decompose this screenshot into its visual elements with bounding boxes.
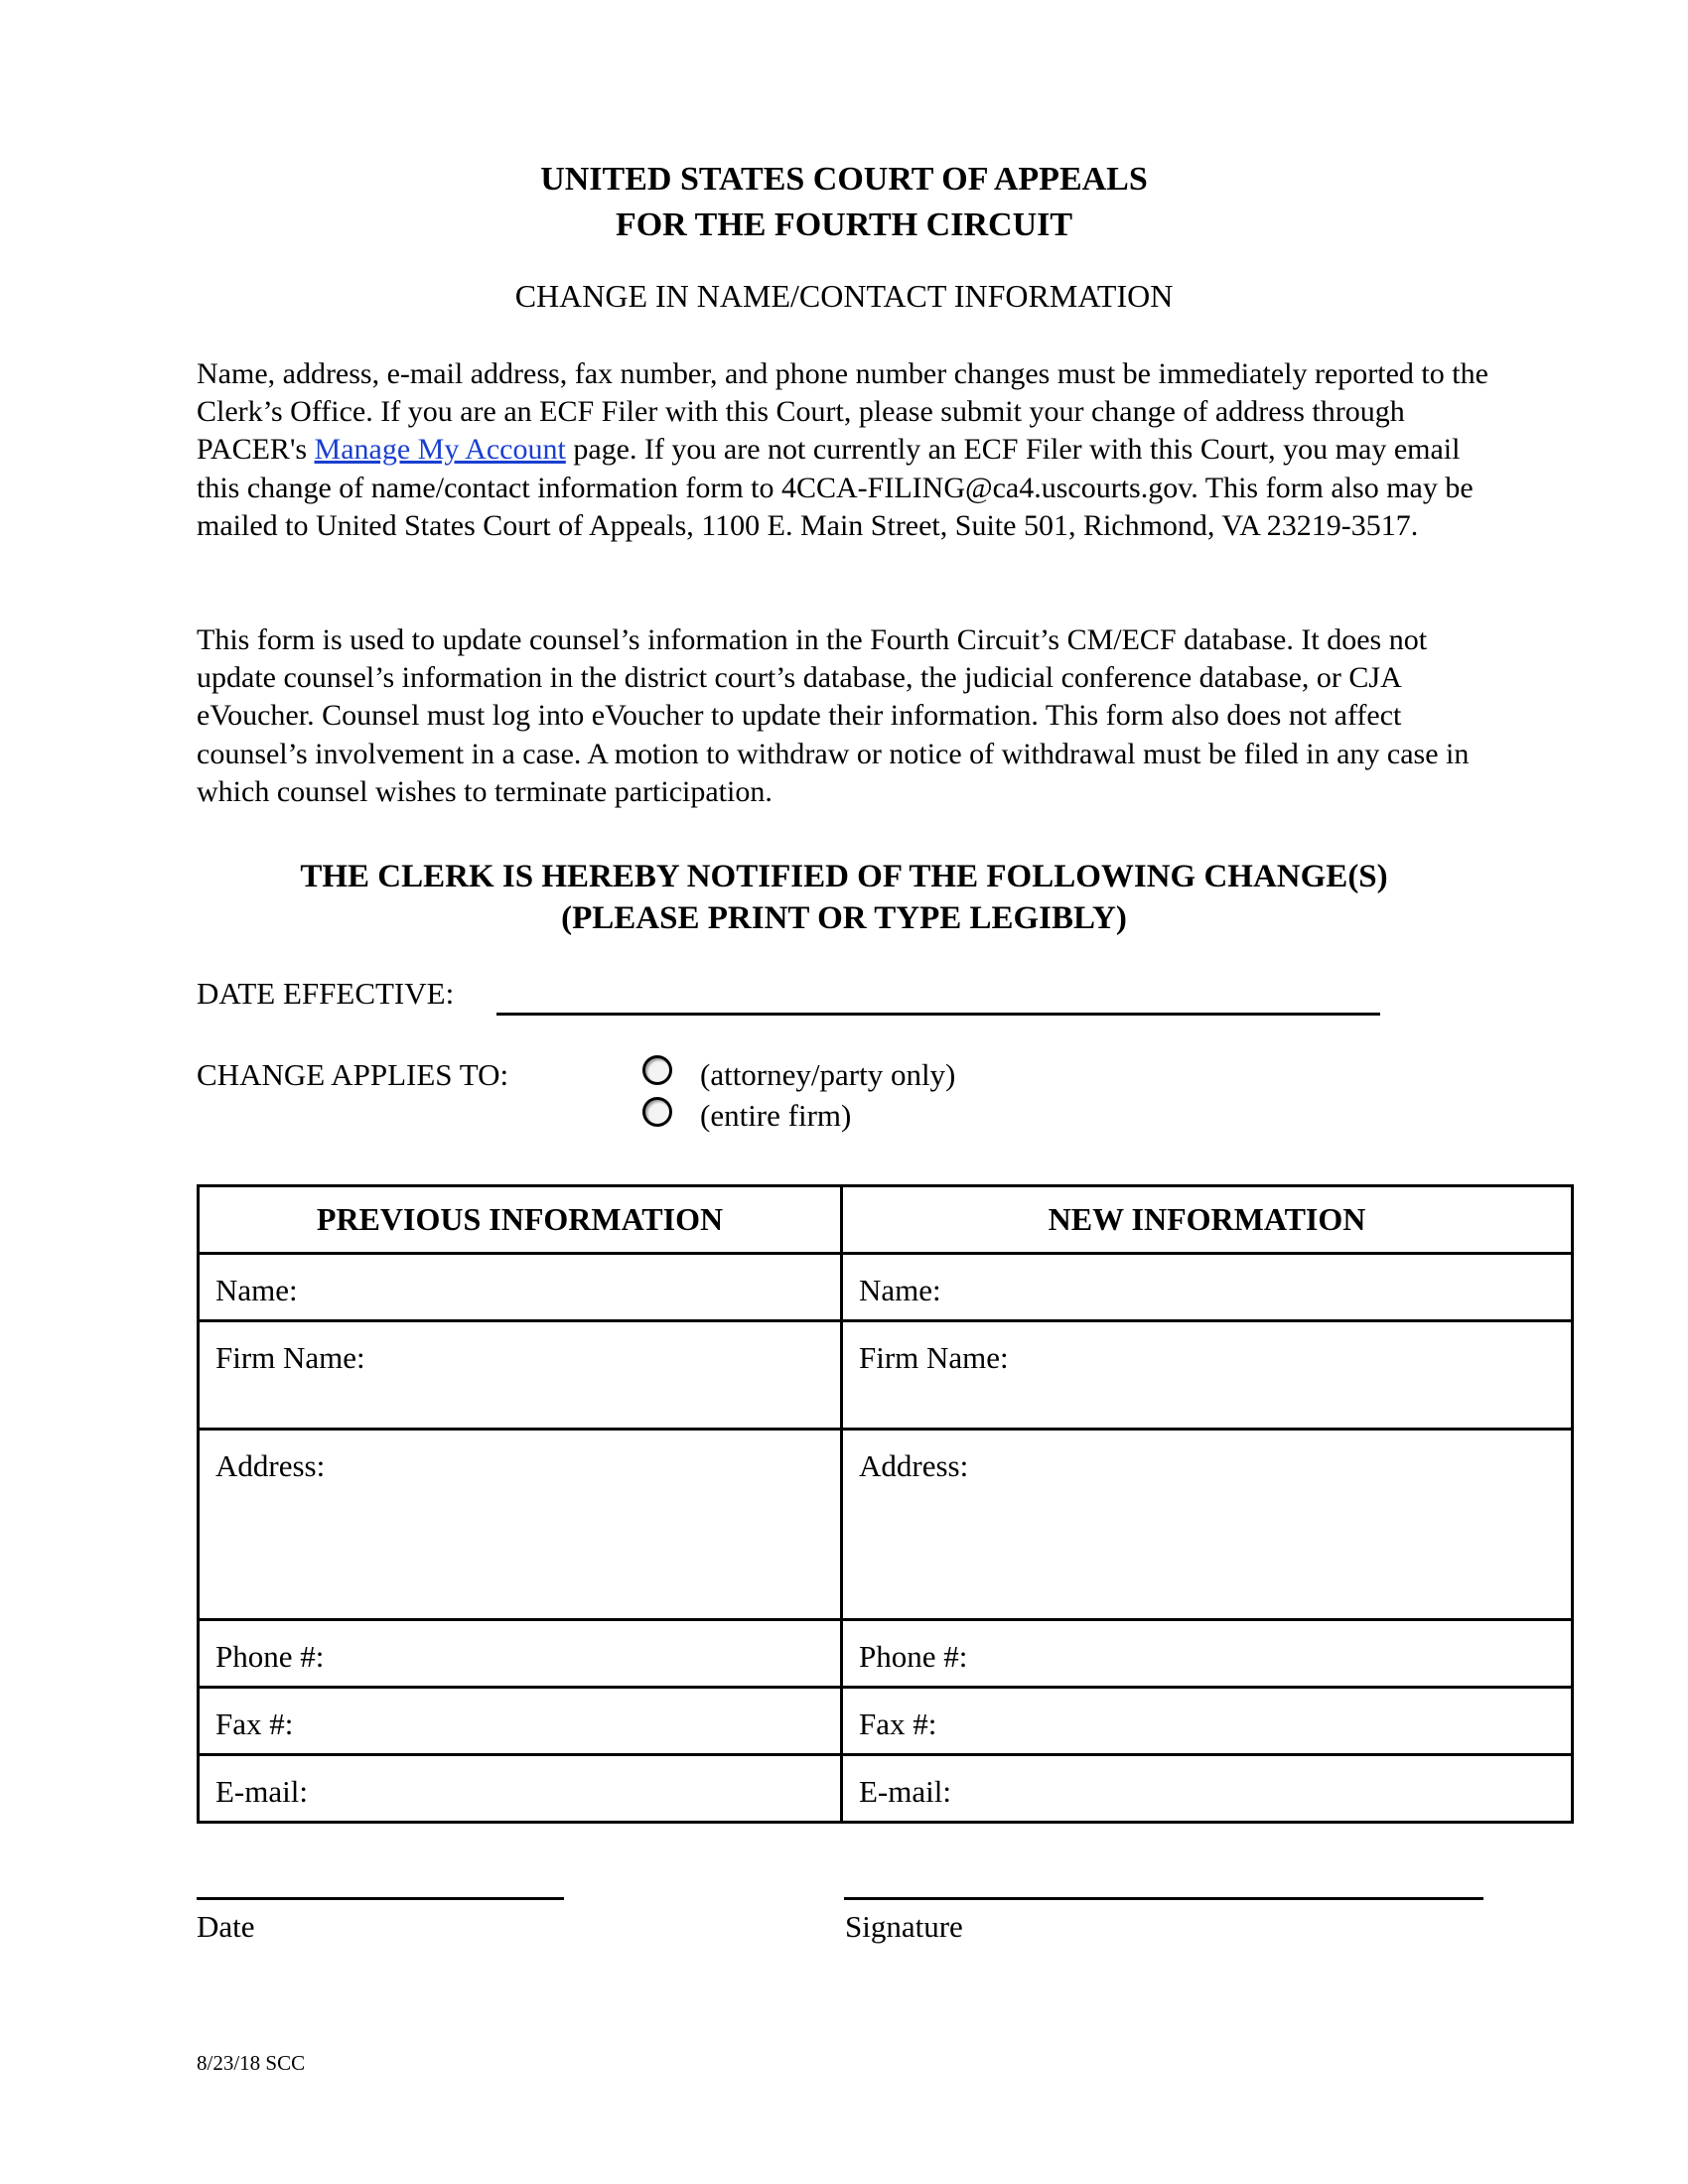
- table-row: [199, 1755, 1573, 1823]
- new-name-label: Name:: [859, 1273, 941, 1307]
- previous-email-label: E-mail:: [215, 1774, 308, 1809]
- previous-name-label: Name:: [215, 1273, 298, 1307]
- table-row: [199, 1620, 1573, 1688]
- radio-attorney-party-only[interactable]: [642, 1055, 672, 1085]
- notice-line1: THE CLERK IS HEREBY NOTIFIED OF THE FOLLOWING CHANGE(S): [300, 859, 1388, 894]
- date-signature-line[interactable]: [197, 1897, 564, 1900]
- scope-note-paragraph: This form is used to update counsel’s information in the Fourth Circuit’s CM/ECF database. It does not update counsel’s information in the district court’s database, the judicial conference database, or CJA eVoucher. Counsel must log into eVoucher to update their information. This form also does not affect counsel’s involvement in a case. A motion to withdraw or notice of withdrawal must be filed in any case in which counsel wishes to terminate participation.: [197, 623, 1470, 808]
- new-firm-name-label: Firm Name:: [859, 1340, 1009, 1375]
- previous-fax-cell[interactable]: [199, 1688, 842, 1755]
- previous-email-cell[interactable]: [199, 1755, 842, 1823]
- new-firm-name-cell[interactable]: [842, 1321, 1573, 1430]
- date-label: Date: [197, 1909, 255, 1944]
- form-title: CHANGE IN NAME/CONTACT INFORMATION: [514, 278, 1174, 314]
- table-row: [199, 1254, 1573, 1321]
- previous-firm-name-label: Firm Name:: [215, 1340, 365, 1375]
- new-phone-cell[interactable]: [842, 1620, 1573, 1688]
- previous-fax-label: Fax #:: [215, 1706, 294, 1741]
- notice-line2: (PLEASE PRINT OR TYPE LEGIBLY): [561, 900, 1127, 936]
- option-attorney-party-only-label: (attorney/party only): [700, 1057, 956, 1092]
- previous-address-label: Address:: [215, 1448, 326, 1483]
- table-row: [199, 1430, 1573, 1620]
- previous-information-header: PREVIOUS INFORMATION: [199, 1186, 842, 1254]
- table-row: [199, 1321, 1573, 1430]
- date-effective-field[interactable]: [496, 975, 1380, 1016]
- previous-phone-label: Phone #:: [215, 1639, 325, 1674]
- option-entire-firm-label: (entire firm): [700, 1098, 852, 1133]
- previous-address-cell[interactable]: [199, 1430, 842, 1620]
- radio-entire-firm[interactable]: [642, 1097, 672, 1127]
- new-address-label: Address:: [859, 1448, 969, 1483]
- signature-line[interactable]: [844, 1897, 1483, 1900]
- previous-phone-cell[interactable]: [199, 1620, 842, 1688]
- new-fax-label: Fax #:: [859, 1706, 937, 1741]
- new-email-cell[interactable]: [842, 1755, 1573, 1823]
- new-fax-cell[interactable]: [842, 1688, 1573, 1755]
- previous-firm-name-cell[interactable]: [199, 1321, 842, 1430]
- new-information-header: NEW INFORMATION: [842, 1186, 1573, 1254]
- signature-label: Signature: [845, 1909, 963, 1944]
- revision-code: 8/23/18 SCC: [197, 2051, 306, 2075]
- table-header-row: [199, 1186, 1573, 1254]
- table-row: [199, 1688, 1573, 1755]
- court-name-line2: FOR THE FOURTH CIRCUIT: [615, 206, 1073, 243]
- intro-paragraph: [197, 355, 1497, 545]
- new-name-cell[interactable]: [842, 1254, 1573, 1321]
- previous-name-cell[interactable]: [199, 1254, 842, 1321]
- date-effective-label: DATE EFFECTIVE:: [197, 976, 455, 1011]
- new-email-label: E-mail:: [859, 1774, 951, 1809]
- new-phone-label: Phone #:: [859, 1639, 968, 1674]
- change-applies-label: CHANGE APPLIES TO:: [197, 1057, 509, 1092]
- intro-text-part1: Name, address, e-mail address, fax number, and phone number changes must be immediately reported to the Clerk’s Office. If you are an ECF Filer with this Court, please submit your change of address through PACER's: [197, 357, 1488, 467]
- new-address-cell[interactable]: [842, 1430, 1573, 1620]
- intro-text-part2: page. If you are not currently an ECF Filer with this Court, you may email this change of name/contact information form to 4CCA-FILING@ca4.uscourts.gov. This form also may be mailed to United States Court of Appeals, 1100 E. Main Street, Suite 501, Richmond, VA 23219-3517.: [197, 433, 1474, 542]
- manage-my-account-link[interactable]: Manage My Account: [314, 433, 566, 467]
- contact-info-table: [197, 1184, 1574, 1824]
- court-name-line1: UNITED STATES COURT OF APPEALS: [540, 161, 1148, 198]
